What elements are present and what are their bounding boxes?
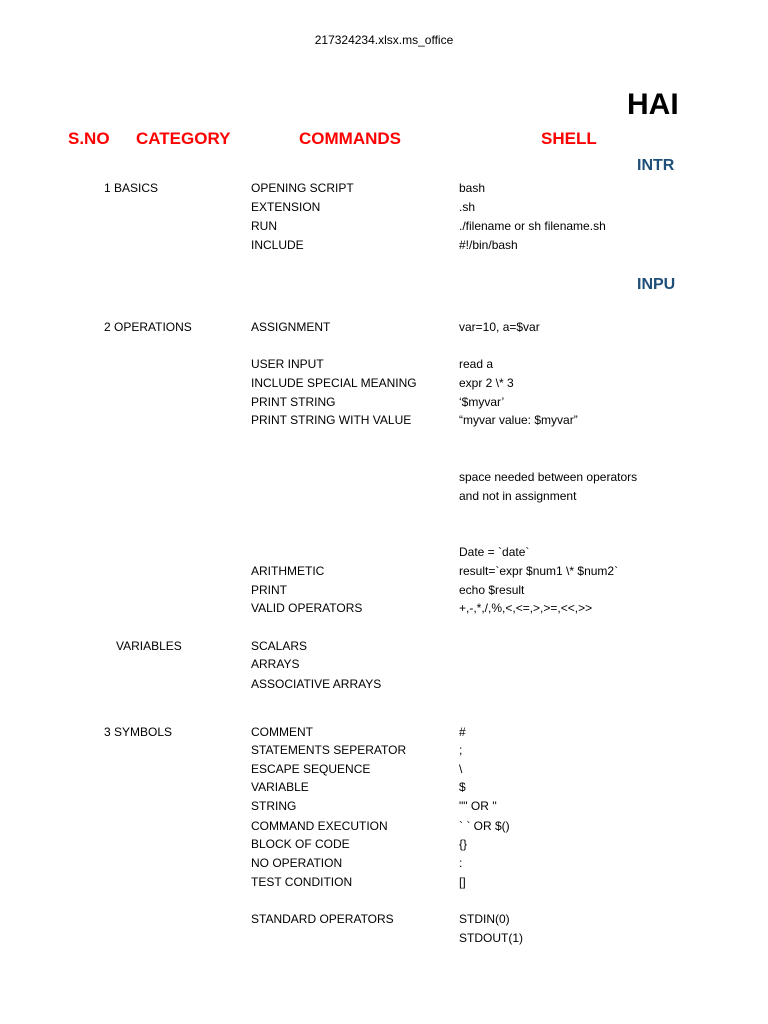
shell-test-condition: [] (459, 875, 466, 889)
document-file-title: 217324234.xlsx.ms_office (314, 33, 454, 47)
shell-block-of-code: {} (459, 837, 468, 851)
shell-no-operation: : (459, 856, 463, 870)
header-commands: COMMANDS (299, 129, 401, 148)
shell-print: echo $result (459, 583, 525, 597)
command-print: PRINT (251, 583, 287, 597)
category-variables: VARIABLES (116, 639, 182, 653)
command-run: RUN (251, 219, 277, 233)
command-include-special: INCLUDE SPECIAL MEANING (251, 376, 417, 390)
shell-assignment: var=10, a=$var (459, 320, 540, 334)
command-associative-arrays: ASSOCIATIVE ARRAYS (251, 677, 382, 691)
command-string: STRING (251, 799, 297, 813)
shell-arithmetic: result=`expr $num1 \* $num2` (459, 564, 619, 578)
command-print-string: PRINT STRING (251, 395, 336, 409)
header-shell: SHELL (541, 129, 597, 148)
command-user-input: USER INPUT (251, 357, 324, 371)
shell-statements-separator: ; (459, 743, 463, 757)
category-operations: 2 OPERATIONS (104, 320, 192, 334)
command-arrays: ARRAYS (251, 657, 300, 671)
shell-valid-operators: +,-,*,/,%,<,<=,>,>=,<<,>> (459, 601, 593, 615)
command-statements-separator: STATEMENTS SEPERATOR (251, 743, 407, 757)
shell-stdin: STDIN(0) (459, 912, 510, 926)
header-category: CATEGORY (136, 129, 231, 148)
shell-user-input: read a (459, 357, 494, 371)
section-intro-label: INTR (637, 157, 675, 174)
command-variable: VARIABLE (251, 780, 309, 794)
header-sno: S.NO (68, 129, 110, 148)
shell-comment: # (459, 725, 466, 739)
category-symbols: 3 SYMBOLS (104, 725, 173, 739)
shell-extension: .sh (459, 200, 476, 214)
shell-date: Date = `date` (459, 545, 530, 559)
shell-variable: $ (459, 780, 466, 794)
shell-print-string: ‘$myvar’ (459, 395, 505, 409)
command-opening-script: OPENING SCRIPT (251, 181, 354, 195)
shell-print-string-value: “myvar value: $myvar” (459, 413, 578, 427)
note-operators-line2: and not in assignment (459, 489, 577, 503)
shell-include-special: expr 2 \* 3 (459, 376, 514, 390)
shell-include: #!/bin/bash (459, 238, 518, 252)
command-block-of-code: BLOCK OF CODE (251, 837, 350, 851)
command-print-string-value: PRINT STRING WITH VALUE (251, 413, 412, 427)
sheet-title: HAI (627, 88, 679, 121)
shell-opening-script: bash (459, 181, 486, 195)
command-standard-operators: STANDARD OPERATORS (251, 912, 394, 926)
command-scalars: SCALARS (251, 639, 308, 653)
command-comment: COMMENT (251, 725, 313, 739)
shell-escape-sequence: \ (459, 762, 463, 776)
command-command-execution: COMMAND EXECUTION (251, 819, 388, 833)
category-basics: 1 BASICS (104, 181, 159, 195)
command-assignment: ASSIGNMENT (251, 320, 331, 334)
command-arithmetic: ARITHMETIC (251, 564, 325, 578)
command-escape-sequence: ESCAPE SEQUENCE (251, 762, 371, 776)
shell-stdout: STDOUT(1) (459, 931, 523, 945)
command-valid-operators: VALID OPERATORS (251, 601, 363, 615)
note-operators-line1: space needed between operators (459, 470, 638, 484)
command-extension: EXTENSION (251, 200, 321, 214)
shell-string: "" OR '' (459, 799, 497, 813)
command-include: INCLUDE (251, 238, 304, 252)
section-input-label: INPU (637, 276, 676, 293)
shell-command-execution: ` ` OR $() (459, 819, 510, 833)
command-test-condition: TEST CONDITION (251, 875, 353, 889)
command-no-operation: NO OPERATION (251, 856, 343, 870)
shell-run: ./filename or sh filename.sh (459, 219, 606, 233)
